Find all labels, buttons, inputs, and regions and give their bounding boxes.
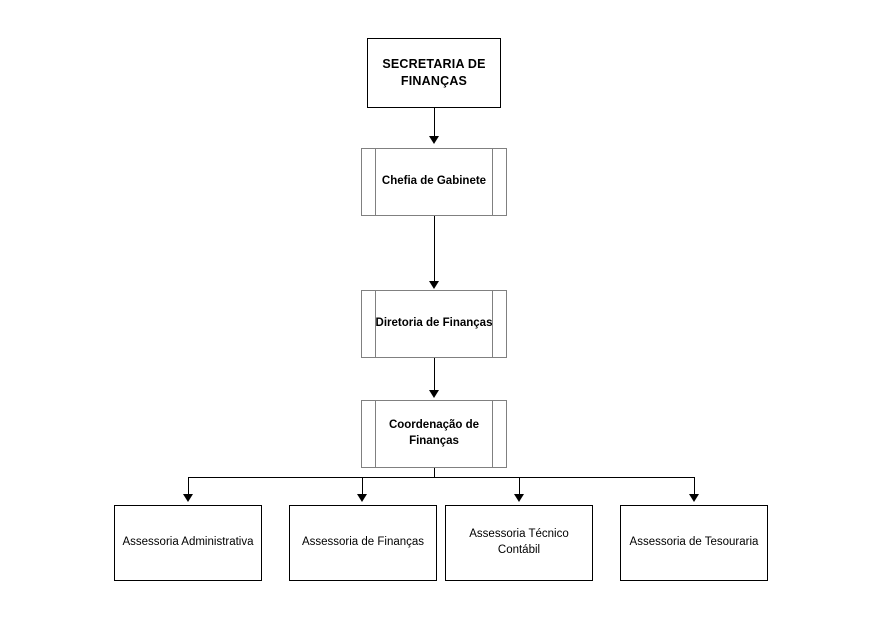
arrowhead-leaf2 [357, 494, 367, 502]
node-coordenacao-de-financas [361, 400, 507, 468]
node-assessoria-tecnico-contabil [445, 505, 593, 581]
arrowhead-chefia-to-diretoria [429, 281, 439, 289]
node-label: SECRETARIA DE FINANÇAS [382, 57, 486, 88]
node-label: Assessoria de Finanças [301, 536, 425, 549]
node-chefia-de-gabinete [361, 148, 507, 216]
arrowhead-leaf4 [689, 494, 699, 502]
connector-root-to-chefia [434, 108, 435, 138]
connector-coordenacao-drop [434, 468, 435, 477]
node-assessoria-administrativa [114, 505, 262, 581]
connector-diretoria-to-coordenacao [434, 358, 435, 392]
arrowhead-diretoria-to-coordenacao [429, 390, 439, 398]
connector-bus-horizontal [188, 477, 694, 478]
node-assessoria-de-financas [289, 505, 437, 581]
node-secretaria-de-financas [367, 38, 501, 108]
connector-chefia-to-diretoria [434, 216, 435, 284]
arrowhead-leaf3 [514, 494, 524, 502]
node-label: Assessoria Técnico Contábil [469, 528, 569, 556]
node-diretoria-de-financas [361, 290, 507, 358]
node-label: Diretoria de Finanças [375, 317, 493, 330]
node-label: Chefia de Gabinete [381, 175, 487, 188]
arrowhead-root-to-chefia [429, 136, 439, 144]
arrowhead-leaf1 [183, 494, 193, 502]
node-label: Assessoria Administrativa [122, 536, 254, 549]
node-assessoria-de-tesouraria [620, 505, 768, 581]
node-label: Assessoria de Tesouraria [629, 536, 759, 549]
node-label: Coordenação de Finanças [388, 419, 480, 447]
